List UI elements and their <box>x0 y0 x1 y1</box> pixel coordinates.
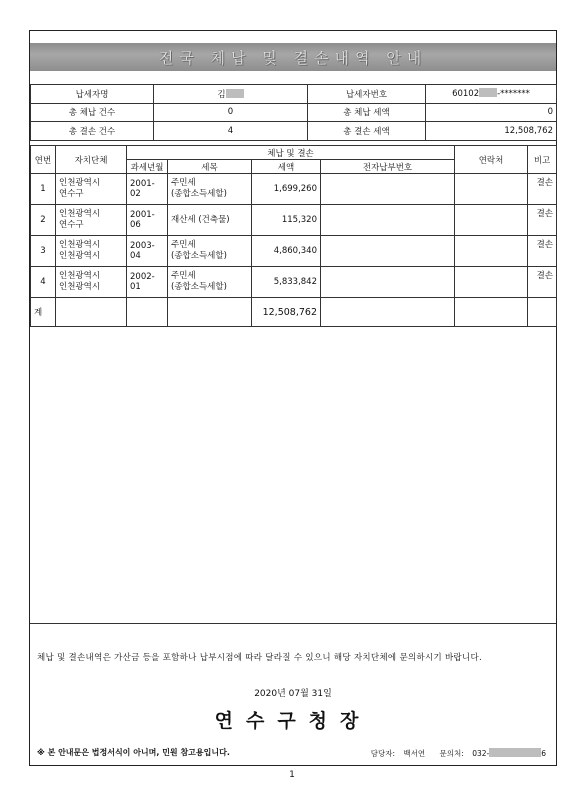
row-local-gov <box>56 205 127 236</box>
row-epay <box>321 205 455 236</box>
redaction-mark <box>489 748 541 757</box>
total-empty-cell <box>455 298 528 327</box>
header-note: 비고 <box>528 146 557 174</box>
delinquent-count-value: 0 <box>154 103 308 122</box>
row-item <box>168 267 252 298</box>
taxpayer-no-cell <box>426 85 557 104</box>
gov-line-1: 인천광역시 <box>59 209 101 219</box>
person-label: 담당자: <box>370 749 395 758</box>
table-row <box>31 267 557 298</box>
row-seq: 4 <box>31 267 56 298</box>
taxpayer-name-label: 납세자명 <box>31 85 154 104</box>
row-epay <box>321 267 455 298</box>
delinquent-amount-value: 0 <box>426 103 557 122</box>
gov-line-1: 인천광역시 <box>59 178 101 188</box>
detail-table <box>30 145 557 327</box>
summary-row <box>31 103 557 122</box>
table-row <box>31 205 557 236</box>
document-frame <box>29 30 557 766</box>
person-value: 백서연 <box>403 749 426 758</box>
row-seq: 3 <box>31 236 56 267</box>
item-line-1: 재산세 (건축물) <box>171 214 230 225</box>
item-line-1: 주민세 <box>171 178 196 188</box>
redaction-mark <box>479 88 497 97</box>
taxpayer-name-cell <box>154 85 308 104</box>
loss-amount-label: 총 결손 세액 <box>308 122 426 141</box>
row-amount: 115,320 <box>252 205 321 236</box>
total-empty-cell <box>321 298 455 327</box>
row-local-gov <box>56 267 127 298</box>
gov-line-2: 인천광역시 <box>59 251 101 261</box>
loss-count-label: 총 결손 건수 <box>31 122 154 141</box>
row-item <box>168 174 252 205</box>
table-row <box>31 236 557 267</box>
item-line-1: 주민세 <box>171 240 196 250</box>
row-contact <box>455 236 528 267</box>
row-period: 2001-02 <box>127 174 168 205</box>
row-note: 결손 <box>528 267 557 298</box>
document-title: 전국 체납 및 결손내역 안내 <box>30 43 556 71</box>
row-item <box>168 205 252 236</box>
phone-suffix: 6 <box>541 749 546 758</box>
row-seq: 1 <box>31 174 56 205</box>
gov-line-2: 연수구 <box>59 189 84 199</box>
header-tax-period: 과세년월 <box>127 160 168 174</box>
row-amount: 5,833,842 <box>252 267 321 298</box>
issuer-name: 연수구청장 <box>214 710 372 732</box>
loss-amount-value: 12,508,762 <box>426 122 557 141</box>
header-group: 체납 및 결손 <box>127 146 455 160</box>
phone-prefix: 032- <box>472 749 490 758</box>
summary-row <box>31 85 557 104</box>
header-seq: 연번 <box>31 146 56 174</box>
total-amount: 12,508,762 <box>252 298 321 327</box>
total-empty-cell <box>168 298 252 327</box>
summary-table <box>30 84 557 141</box>
table-row <box>31 174 557 205</box>
loss-count-value: 4 <box>154 122 308 141</box>
gov-line-1: 인천광역시 <box>59 271 101 281</box>
row-contact <box>455 267 528 298</box>
taxpayer-no-suffix: -******* <box>497 89 530 100</box>
item-line-2: (종합소득세할) <box>171 282 227 292</box>
header-tax-amount: 세액 <box>252 160 321 174</box>
row-note: 결손 <box>528 205 557 236</box>
header-tax-item: 세목 <box>168 160 252 174</box>
taxpayer-name-value: 김 <box>217 89 226 100</box>
row-item <box>168 236 252 267</box>
row-note: 결손 <box>528 174 557 205</box>
header-contact: 연락처 <box>455 146 528 174</box>
contact-info <box>365 748 546 759</box>
row-period: 2002-01 <box>127 267 168 298</box>
header-local-gov: 자치단체 <box>56 146 127 174</box>
row-epay <box>321 174 455 205</box>
row-period: 2003-04 <box>127 236 168 267</box>
total-empty-cell <box>56 298 127 327</box>
phone-label: 문의처: <box>439 749 464 758</box>
footer-divider <box>30 623 556 624</box>
item-line-2: (종합소득세할) <box>171 189 227 199</box>
row-local-gov <box>56 174 127 205</box>
row-note: 결손 <box>528 236 557 267</box>
total-empty-cell <box>528 298 557 327</box>
gov-line-1: 인천광역시 <box>59 240 101 250</box>
total-empty-cell <box>127 298 168 327</box>
table-header-row <box>31 146 557 160</box>
disclaimer: ※ 본 안내문은 법정서식이 아니며, 민원 참고용입니다. <box>37 748 230 757</box>
delinquent-amount-label: 총 체납 세액 <box>308 103 426 122</box>
gov-line-2: 인천광역시 <box>59 282 101 292</box>
item-line-2: (종합소득세할) <box>171 251 227 261</box>
taxpayer-no-label: 납세자번호 <box>308 85 426 104</box>
row-local-gov <box>56 236 127 267</box>
row-contact <box>455 205 528 236</box>
redaction-mark <box>226 89 244 98</box>
row-epay <box>321 236 455 267</box>
row-contact <box>455 174 528 205</box>
row-amount: 1,699,260 <box>252 174 321 205</box>
gov-line-2: 연수구 <box>59 220 84 230</box>
page-number: 1 <box>289 770 295 780</box>
taxpayer-no-prefix: 60102 <box>452 89 480 100</box>
total-label: 계 <box>31 298 56 327</box>
issue-date: 2020년 07월 31일 <box>254 689 332 699</box>
item-line-1: 주민세 <box>171 271 196 281</box>
row-amount: 4,860,340 <box>252 236 321 267</box>
guide-text: 체납 및 결손내역은 가산금 등을 포함하나 납부시점에 따라 달라질 수 있으니 해당 자치단체에 문의하시기 바랍니다. <box>37 653 483 663</box>
row-period: 2001-06 <box>127 205 168 236</box>
summary-row <box>31 122 557 141</box>
row-seq: 2 <box>31 205 56 236</box>
header-e-payment-no: 전자납부번호 <box>321 160 455 174</box>
total-row <box>31 298 557 327</box>
delinquent-count-label: 총 체납 건수 <box>31 103 154 122</box>
